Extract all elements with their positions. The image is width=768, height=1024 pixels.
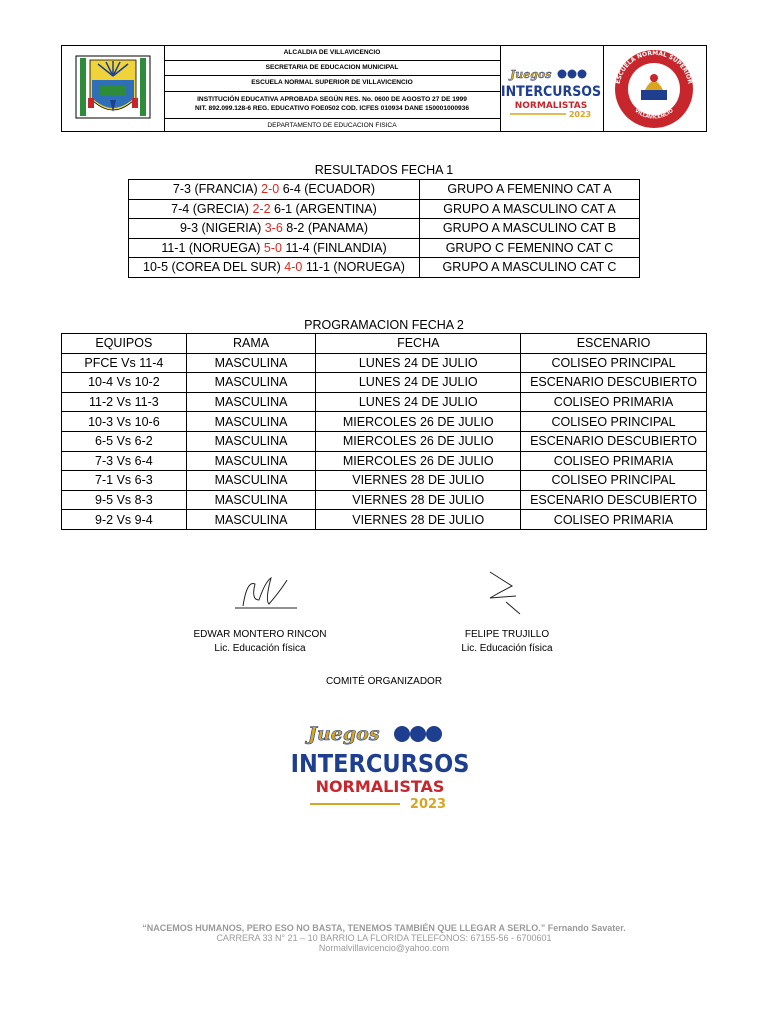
column-header-escenario: ESCENARIO <box>521 334 707 354</box>
equipos-cell: PFCE Vs 11-4 <box>62 353 187 373</box>
footer-author: Fernando Savater <box>547 923 624 933</box>
rama-cell: MASCULINA <box>186 392 316 412</box>
results-row <box>129 258 640 278</box>
escenario-cell: COLISEO PRINCIPAL <box>521 471 707 491</box>
municipal-crest-icon <box>62 46 164 131</box>
team-home: 7-3 (FRANCIA) <box>172 182 258 197</box>
intercursos-logo-cell <box>500 46 604 131</box>
programacion-row <box>62 451 707 471</box>
group-cell: GRUPO A MASCULINO CAT B <box>420 219 640 239</box>
results-row <box>129 219 640 239</box>
signer-name-felipe: FELIPE TRUJILLO <box>464 629 550 640</box>
column-header-equipos: EQUIPOS <box>62 334 187 354</box>
rama-cell: MASCULINA <box>186 451 316 471</box>
school-seal-cell <box>603 46 706 131</box>
header-line-secretaria: SECRETARIA DE EDUCACION MUNICIPAL <box>164 61 500 76</box>
equipos-cell: 9-5 Vs 8-3 <box>62 490 187 510</box>
rama-cell: MASCULINA <box>186 431 316 451</box>
rama-cell: MASCULINA <box>186 353 316 373</box>
fecha-cell: LUNES 24 DE JULIO <box>316 353 521 373</box>
programacion-row <box>62 373 707 393</box>
equipos-cell: 7-1 Vs 6-3 <box>62 471 187 491</box>
municipal-crest-cell <box>62 46 165 131</box>
results-title: RESULTADOS FECHA 1 <box>314 163 454 177</box>
team-away: 6-4 (ECUADOR) <box>282 182 376 197</box>
group-cell: GRUPO A FEMENINO CAT A <box>420 180 640 200</box>
fecha-cell: VIERNES 28 DE JULIO <box>316 471 521 491</box>
header-line-escuela: ESCUELA NORMAL SUPERIOR DE VILLAVICENCIO <box>164 76 500 91</box>
match-cell <box>129 199 420 219</box>
equipos-cell: 6-5 Vs 6-2 <box>62 431 187 451</box>
footer-quote: “NACEMOS HUMANOS, PERO ESO NO BASTA, TENEMOS TAMBIÉN QUE LLEGAR A SERLO.” <box>142 923 546 933</box>
logo-normalistas-text: NORMALISTAS <box>514 101 588 111</box>
equipos-cell: 7-3 Vs 6-4 <box>62 451 187 471</box>
escenario-cell: ESCENARIO DESCUBIERTO <box>521 490 707 510</box>
rama-cell: MASCULINA <box>186 510 316 530</box>
programacion-row <box>62 412 707 432</box>
big-logo-intercursos-text: INTERCURSOS <box>290 749 470 778</box>
match-score: 3-6 <box>264 221 283 236</box>
equipos-cell: 10-3 Vs 10-6 <box>62 412 187 432</box>
programacion-table <box>61 333 707 530</box>
match-score: 2-0 <box>261 182 280 197</box>
programacion-row <box>62 392 707 412</box>
match-cell <box>129 238 420 258</box>
team-home: 9-3 (NIGERIA) <box>179 221 262 236</box>
match-score: 4-0 <box>284 260 303 275</box>
logo-juegos-text: Juegos <box>510 68 552 81</box>
fecha-cell: MIERCOLES 26 DE JULIO <box>316 431 521 451</box>
header-institution-info <box>164 46 501 131</box>
fecha-cell: LUNES 24 DE JULIO <box>316 373 521 393</box>
fecha-cell: VIERNES 28 DE JULIO <box>316 490 521 510</box>
signer-name-edwar: EDWAR MONTERO RINCON <box>193 629 327 640</box>
programacion-row <box>62 431 707 451</box>
results-row <box>129 199 640 219</box>
footer-email: Normalvillavicencio@yahoo.com <box>318 943 450 953</box>
match-score: 5-0 <box>263 240 282 255</box>
match-cell <box>129 219 420 239</box>
signer-title-felipe: Lic. Educación física <box>461 643 553 654</box>
column-header-rama: RAMA <box>186 334 316 354</box>
escenario-cell: COLISEO PRIMARIA <box>521 510 707 530</box>
fecha-cell: MIERCOLES 26 DE JULIO <box>316 412 521 432</box>
header-line-institucion: INSTITUCIÓN EDUCATIVA APROBADA SEGÚN RES. No. 0600 DE AGOSTO 27 DE 1999 <box>197 95 467 103</box>
match-cell <box>129 180 420 200</box>
equipos-cell: 9-2 Vs 9-4 <box>62 510 187 530</box>
escenario-cell: ESCENARIO DESCUBIERTO <box>521 373 707 393</box>
intercursos-logo-icon <box>500 46 603 131</box>
team-home: 11-1 (NORUEGA) <box>161 240 261 255</box>
rama-cell: MASCULINA <box>186 471 316 491</box>
escenario-cell: COLISEO PRINCIPAL <box>521 412 707 432</box>
big-logo-juegos-text: Juegos <box>308 723 380 745</box>
results-row <box>129 238 640 258</box>
team-home: 7-4 (GRECIA) <box>171 201 249 216</box>
big-logo-year-text: 2023 <box>409 797 447 812</box>
group-cell: GRUPO A MASCULINO CAT A <box>420 199 640 219</box>
escenario-cell: COLISEO PRIMARIA <box>521 392 707 412</box>
signer-title-edwar: Lic. Educación física <box>214 643 306 654</box>
programacion-row <box>62 510 707 530</box>
escenario-cell: COLISEO PRINCIPAL <box>521 353 707 373</box>
programacion-row <box>62 490 707 510</box>
team-away: 11-1 (NORUEGA) <box>305 260 405 275</box>
programacion-row <box>62 471 707 491</box>
group-cell: GRUPO C FEMENINO CAT C <box>420 238 640 258</box>
escenario-cell: COLISEO PRIMARIA <box>521 451 707 471</box>
page-footer: “NACEMOS HUMANOS, PERO ESO NO BASTA, TENEMOS TAMBIÉN QUE LLEGAR A SERLO.” Fernando Savater. CARRERA 33 N° 21 – 10 BARRIO LA FLORIDA TELEFONOS: 67155-56 - 6700601 Normalvillavicencio@yahoo.com <box>60 923 708 953</box>
logo-year-text: 2023 <box>568 110 592 119</box>
school-seal-icon <box>603 46 706 131</box>
team-away: 6-1 (ARGENTINA) <box>274 201 377 216</box>
match-score: 2-2 <box>252 201 271 216</box>
programacion-header-row <box>62 334 707 354</box>
committee-label: COMITÉ ORGANIZADOR <box>325 676 443 687</box>
big-logo-normalistas-text: NORMALISTAS <box>315 777 445 796</box>
header-line-resolucion <box>164 92 500 119</box>
fecha-cell: VIERNES 28 DE JULIO <box>316 510 521 530</box>
match-cell <box>129 258 420 278</box>
rama-cell: MASCULINA <box>186 373 316 393</box>
team-away: 11-4 (FINLANDIA) <box>285 240 387 255</box>
rama-cell: MASCULINA <box>186 412 316 432</box>
signature-block-edwar <box>160 629 360 654</box>
intercursos-large-logo-icon <box>290 718 470 814</box>
equipos-cell: 10-4 Vs 10-2 <box>62 373 187 393</box>
logo-intercursos-text: INTERCURSOS <box>500 84 602 100</box>
results-row <box>129 180 640 200</box>
header-line-nit: NIT. 892.099.128-6 REG. EDUCATIVO FOE0502 COD. ICFES 010934 DANE 150001000936 <box>194 104 470 112</box>
equipos-cell: 11-2 Vs 11-3 <box>62 392 187 412</box>
programacion-title: PROGRAMACION FECHA 2 <box>304 318 464 332</box>
programacion-row <box>62 353 707 373</box>
team-home: 10-5 (COREA DEL SUR) <box>143 260 281 275</box>
rama-cell: MASCULINA <box>186 490 316 510</box>
signature-felipe-icon <box>476 566 536 618</box>
header-line-departamento: DEPARTAMENTO DE EDUCACION FISICA <box>267 121 397 129</box>
signature-block-felipe <box>407 629 607 654</box>
fecha-cell: LUNES 24 DE JULIO <box>316 392 521 412</box>
seal-top-text: ESCUELA NORMAL SUPERIOR <box>614 49 694 85</box>
footer-address: CARRERA 33 N° 21 – 10 BARRIO LA FLORIDA TELEFONOS: 67155-56 - 6700601 <box>216 933 552 943</box>
seal-bottom-text: VILLAVICENCIO <box>633 107 675 121</box>
document-header <box>61 45 707 132</box>
column-header-fecha: FECHA <box>316 334 521 354</box>
header-line-alcaldia: ALCALDIA DE VILLAVICENCIO <box>164 46 500 61</box>
signature-edwar-icon <box>225 570 305 618</box>
team-away: 8-2 (PANAMA) <box>286 221 369 236</box>
fecha-cell: MIERCOLES 26 DE JULIO <box>316 451 521 471</box>
results-table <box>128 179 640 278</box>
escenario-cell: ESCENARIO DESCUBIERTO <box>521 431 707 451</box>
group-cell: GRUPO A MASCULINO CAT C <box>420 258 640 278</box>
